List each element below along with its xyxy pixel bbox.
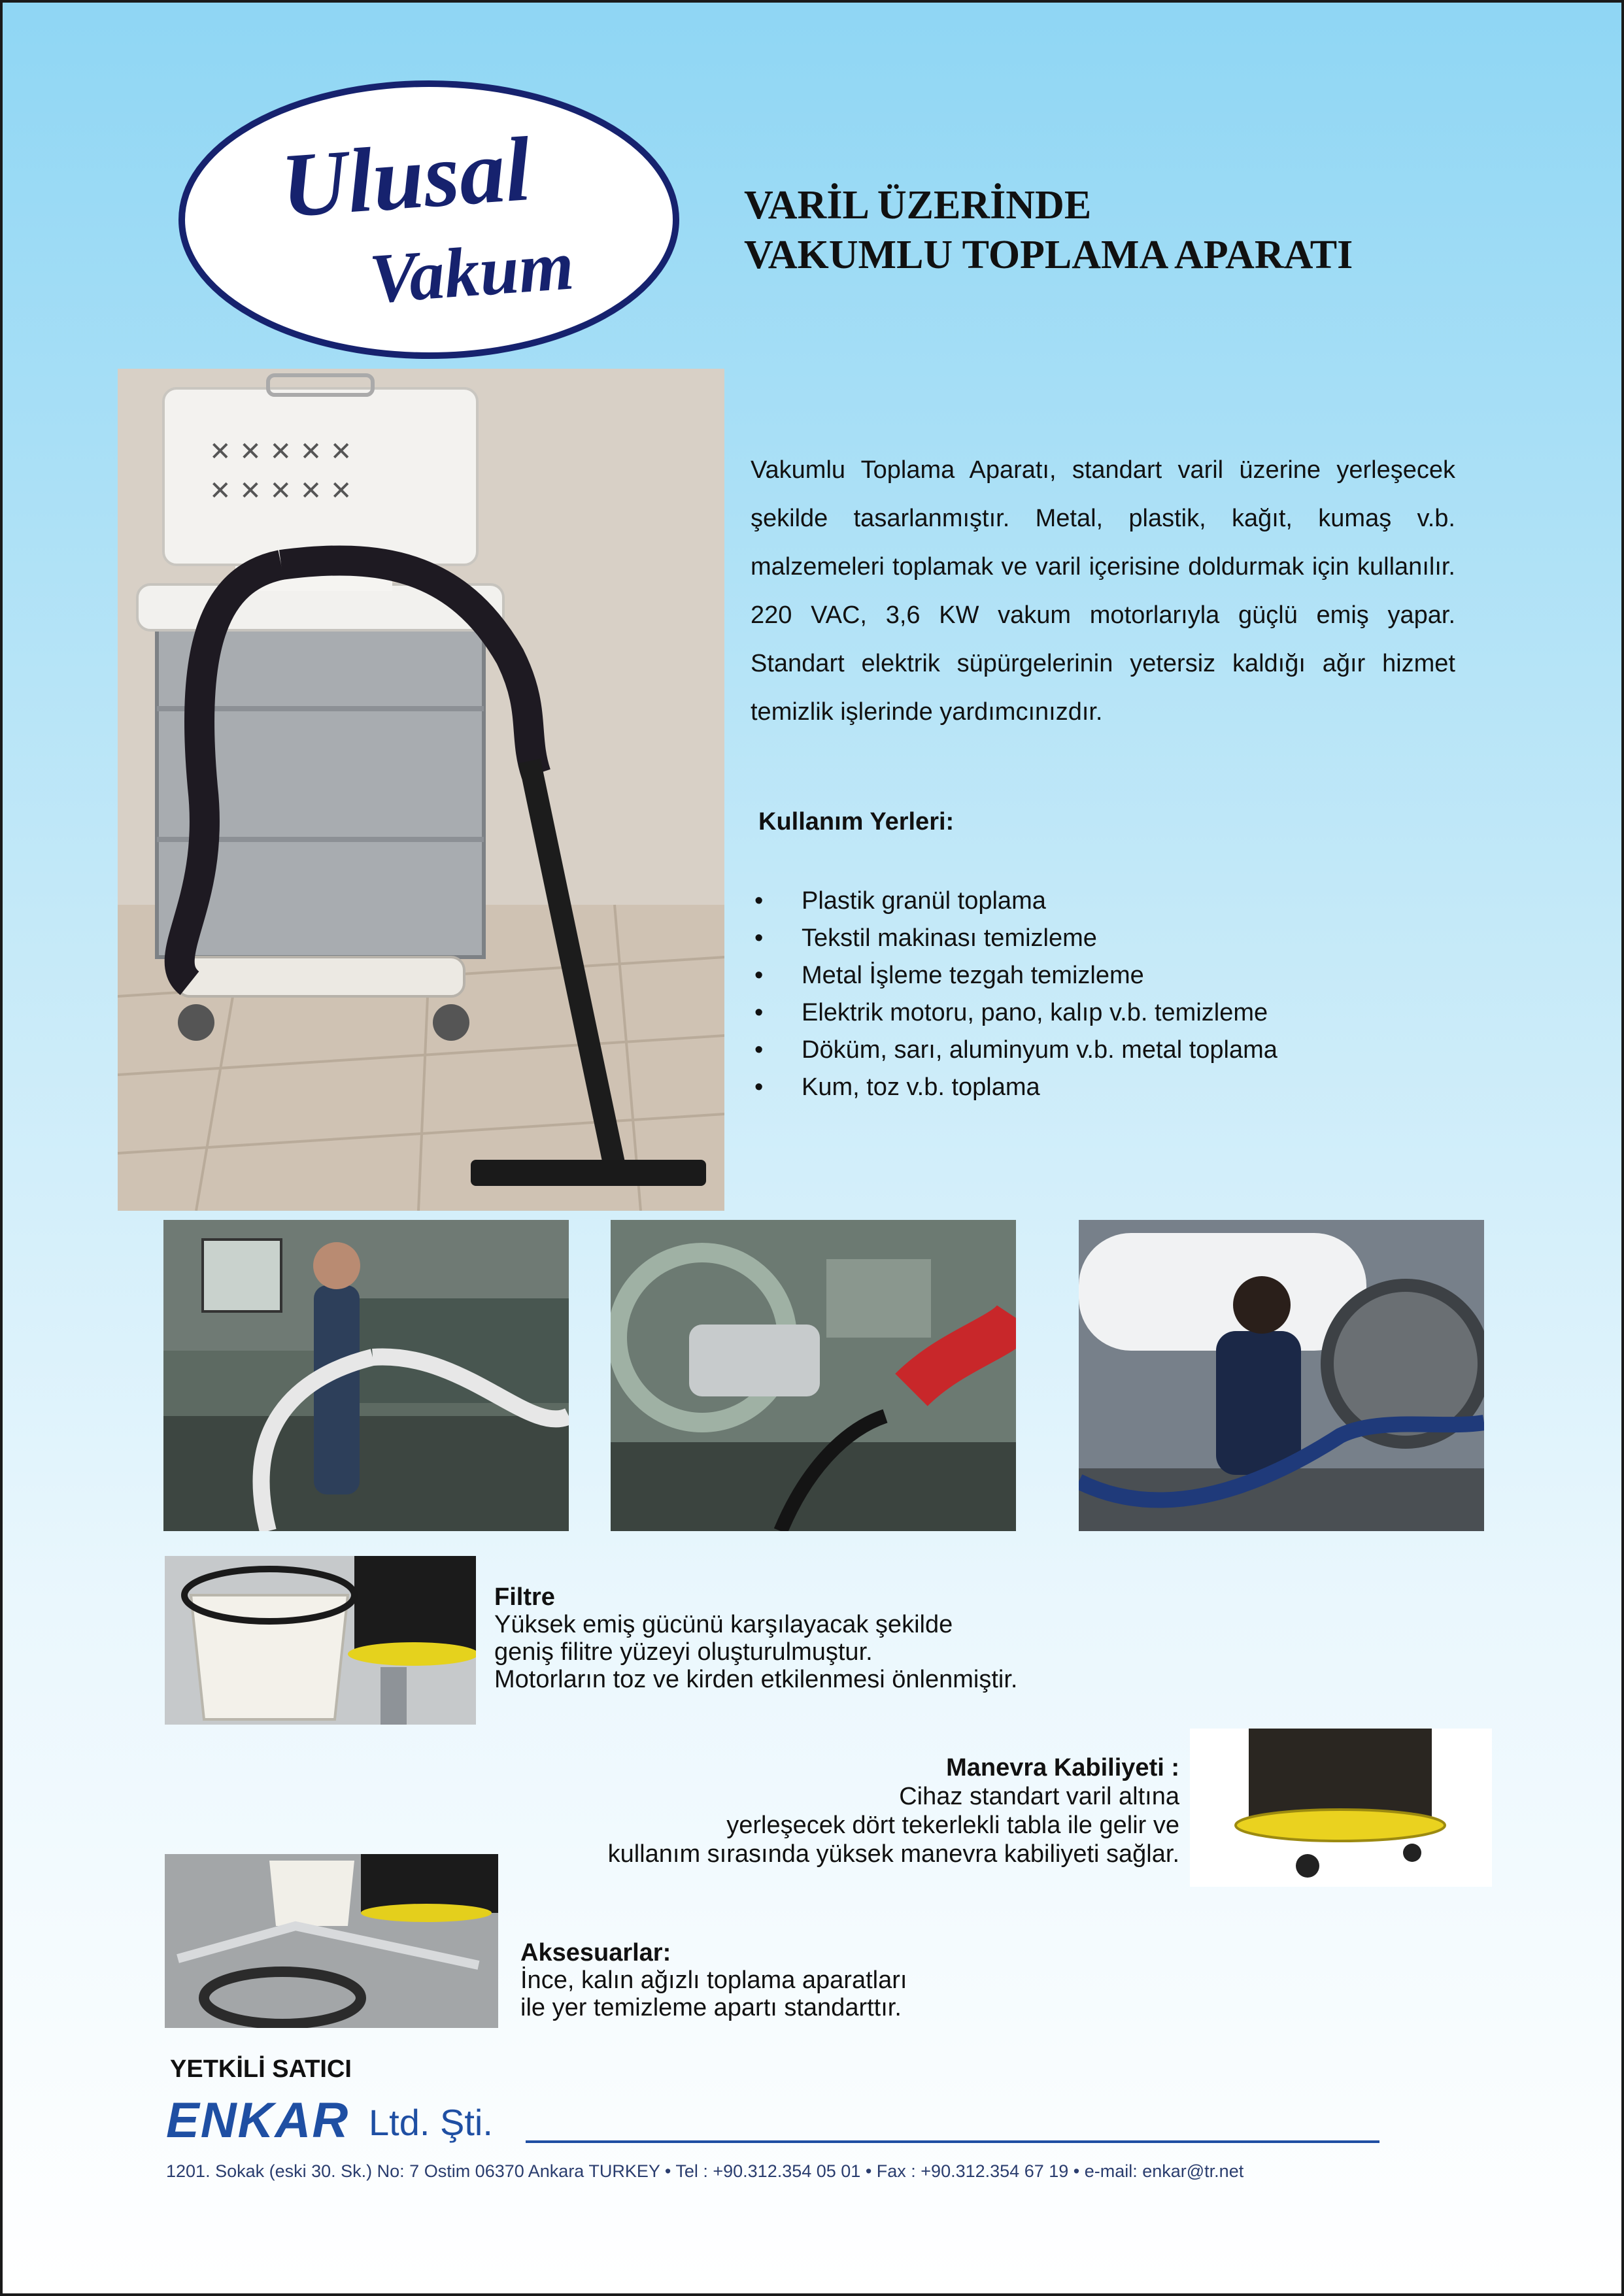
- filter-line: Yüksek emiş gücünü karşılayacak şekilde: [494, 1611, 953, 1638]
- svg-text:✕ ✕ ✕ ✕ ✕: ✕ ✕ ✕ ✕ ✕: [209, 437, 352, 467]
- usage-item: • Döküm, sarı, aluminyum v.b. metal toplama: [754, 1032, 1277, 1069]
- application-photo-machine-cleaning: [611, 1220, 1016, 1531]
- logo-line1: Ulusal: [278, 118, 534, 237]
- maneuver-line: kullanım sırasında yüksek manevra kabiliyeti sağlar.: [607, 1840, 1179, 1868]
- filter-line: Motorların toz ve kirden etkilenmesi önlenmiştir.: [494, 1666, 1018, 1693]
- maneuver-section: [460, 1753, 1179, 1868]
- wheeled-base-photo: [1190, 1729, 1492, 1887]
- usage-item: • Plastik granül toplama: [754, 883, 1277, 920]
- maneuver-line: yerleşecek dört tekerlekli tabla ile gelir ve: [726, 1812, 1179, 1839]
- brand-suffix: Ltd. Şti.: [369, 2102, 493, 2143]
- title-line1: VARİL ÜZERİNDE: [744, 183, 1092, 228]
- dealer-label: YETKİLİ SATICI: [170, 2055, 352, 2083]
- usage-item: • Elektrik motoru, pano, kalıp v.b. temizleme: [754, 994, 1277, 1032]
- application-photo-metal-workshop: [163, 1220, 569, 1531]
- accessories-photo: [165, 1854, 498, 2028]
- enkar-logo: ENKAR: [166, 2093, 350, 2148]
- product-description: Vakumlu Toplama Aparatı, standart varil üzerine yerleşecek şekilde tasarlanmıştır. Metal, plastik, kağıt, kumaş v.b. malzemeleri toplamak ve varil içerisine doldurmak için kullanılır. 220 VAC, 3,6 KW vakum motorlarıyla güçlü emiş yapar. Standart elektrik süpürgelerinin yetersiz kaldığı ağır hizmet temizlik işlerinde yardımcınızdır.: [751, 456, 1455, 726]
- usage-item: • Metal İşleme tezgah temizleme: [754, 957, 1277, 994]
- filter-line: geniş filitre yüzeyi oluşturulmuştur.: [494, 1638, 873, 1666]
- maneuver-line: Cihaz standart varil altına: [899, 1783, 1179, 1810]
- filter-section: [494, 1583, 1083, 1693]
- filter-heading: Filtre: [494, 1583, 555, 1611]
- ulusal-vakum-logo: [178, 80, 680, 360]
- accessories-line: ile yer temizleme apartı standarttır.: [520, 1994, 902, 2021]
- usage-list: [754, 883, 1277, 1106]
- accessories-section: [520, 1939, 1109, 2021]
- dealer-address: 1201. Sokak (eski 30. Sk.) No: 7 Ostim 06370 Ankara TURKEY • Tel : +90.312.354 05 01 • Fax : +90.312.354 67 19 • e-mail: enkar@tr.net: [166, 2161, 1244, 2181]
- accessories-heading: Aksesuarlar:: [520, 1939, 671, 1967]
- application-photo-textile-machine: [1079, 1220, 1484, 1531]
- brand-divider: [526, 2140, 1379, 2143]
- filter-photo: [165, 1556, 476, 1725]
- usage-heading: Kullanım Yerleri:: [758, 808, 955, 836]
- usage-item: • Kum, toz v.b. toplama: [754, 1069, 1277, 1106]
- svg-text:✕ ✕ ✕ ✕ ✕: ✕ ✕ ✕ ✕ ✕: [209, 476, 352, 506]
- title-line2: VAKUMLU TOPLAMA APARATI: [744, 233, 1353, 277]
- product-photo-vacuum-on-barrel: [118, 369, 724, 1211]
- logo-line2: Vakum: [367, 226, 577, 318]
- usage-item: • Tekstil makinası temizleme: [754, 920, 1277, 957]
- accessories-line: İnce, kalın ağızlı toplama aparatları: [520, 1967, 907, 1994]
- page-title: [744, 180, 1555, 280]
- maneuver-heading: Manevra Kabiliyeti :: [946, 1754, 1179, 1781]
